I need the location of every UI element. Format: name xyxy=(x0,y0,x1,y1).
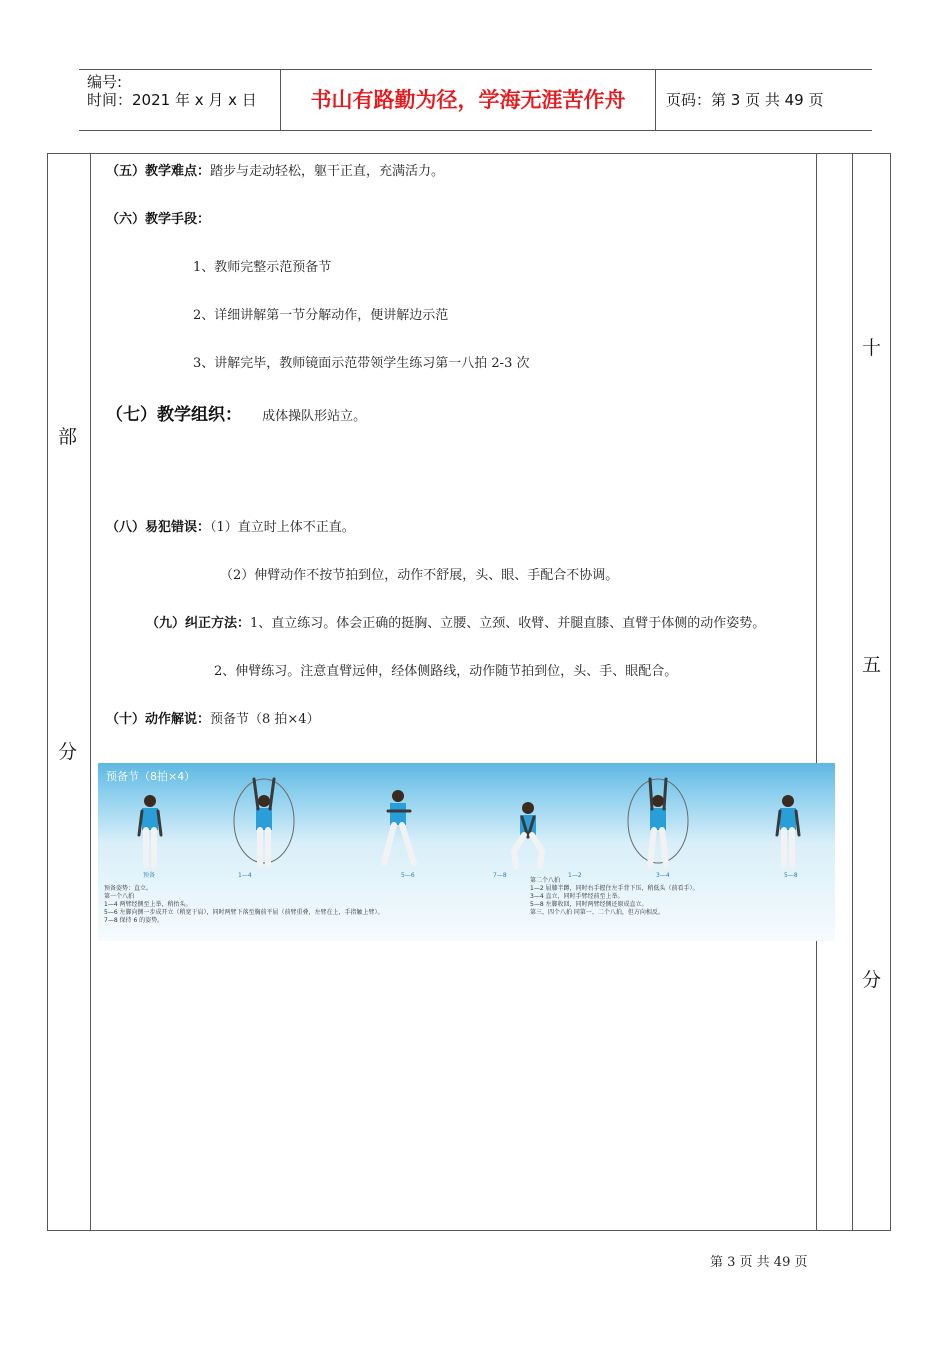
pose-arms-up-icon xyxy=(234,779,294,865)
section-text: 成体操队形站立。 xyxy=(262,409,367,424)
pose-label: 1—4 xyxy=(238,872,252,879)
column-divider xyxy=(852,154,853,1230)
motto-text: 书山有路勤为径，学海无涯苦作舟 xyxy=(310,88,626,112)
right-column-char: 五 xyxy=(862,654,882,676)
caption-line: 第一个八拍 xyxy=(104,893,135,900)
page-footer: 第 3 页 共 49 页 xyxy=(710,1255,808,1270)
list-item: 2、详细讲解第一节分解动作，便讲解边示范 xyxy=(193,308,449,323)
caption-line: 5—8 左脚收回，同时两臂经侧还原成直立。 xyxy=(530,901,648,908)
lesson-table xyxy=(47,153,891,1231)
date-label: 时间：2021 年 x 月 x 日 xyxy=(87,91,257,109)
caption-line: 1—4 两臂经侧至上举，稍抬头。 xyxy=(104,901,192,908)
section-explanation xyxy=(106,708,320,727)
right-column-char: 分 xyxy=(862,969,882,991)
pose-half-squat-icon xyxy=(514,802,542,867)
section-text: 踏步与走动轻松，躯干正直，充满活力。 xyxy=(210,164,445,179)
figure-title: 预备节（8拍×4） xyxy=(106,770,196,783)
caption-line: 3—4 直立，同时手臂经前至上举。 xyxy=(530,893,624,900)
section-text: 预备节（8 拍×4） xyxy=(210,712,320,727)
pose-standing-icon xyxy=(777,795,799,865)
caption-right xyxy=(530,877,699,917)
caption-line: 第二个八拍 xyxy=(530,877,561,884)
section-label: （六）教学手段： xyxy=(106,212,211,227)
section-common-errors xyxy=(106,516,355,535)
pose-open-stance-icon xyxy=(384,790,414,863)
pose-standing-icon xyxy=(139,795,161,865)
section-label: （五）教学难点： xyxy=(106,164,211,179)
page-header xyxy=(79,69,872,131)
caption-line: 第三、四个八拍 同第一、二个八拍，但方向相反。 xyxy=(530,909,664,916)
header-page-cell xyxy=(656,70,872,130)
caption-line: 预备姿势：直立。 xyxy=(104,885,153,892)
section-difficulty xyxy=(106,160,444,179)
pose-label: 5—8 xyxy=(784,872,798,879)
header-motto-cell xyxy=(281,70,656,130)
caption-line: 5—6 左脚向侧一步成开立（稍宽于肩），同时两臂下落至胸前平屈（前臂重叠，左臂在上，手指触上臂）。 xyxy=(104,909,384,916)
page-label: 页码：第 3 页 共 49 页 xyxy=(666,91,824,109)
number-label: 编号: xyxy=(87,73,123,91)
right-column-char: 十 xyxy=(862,337,882,359)
pose-label: 预备 xyxy=(143,872,156,879)
column-divider xyxy=(90,154,91,1230)
caption-line: 7—8 保持 6 的姿势。 xyxy=(104,917,164,924)
section-label: （九）纠正方法： xyxy=(146,616,251,631)
list-item: 1、教师完整示范预备节 xyxy=(193,260,332,275)
list-item: 3、讲解完毕，教师镜面示范带领学生练习第一八拍 2-3 次 xyxy=(193,356,530,371)
section-corrections xyxy=(146,612,765,631)
caption-left xyxy=(104,885,384,925)
pose-label: 7—8 xyxy=(493,872,507,879)
pose-arms-up-icon xyxy=(628,779,688,865)
exercise-illustration xyxy=(98,763,835,941)
section-text: 1、直立练习。体会正确的挺胸、立腰、立颈、收臂、并腿直膝、直臂于体侧的动作姿势。 xyxy=(250,616,766,631)
header-meta-cell xyxy=(79,70,281,130)
list-item: 2、伸臂练习。注意直臂远伸，经体侧路线，动作随节拍到位，头、手、眼配合。 xyxy=(214,664,678,679)
pose-label: 1—2 xyxy=(568,872,582,879)
section-label: （八）易犯错误： xyxy=(106,520,211,535)
section-label: （十）动作解说： xyxy=(106,712,211,727)
pose-label: 5—6 xyxy=(401,872,415,879)
section-organization xyxy=(106,400,366,425)
list-item: （2）伸臂动作不按节拍到位，动作不舒展，头、眼、手配合不协调。 xyxy=(220,568,619,583)
section-methods xyxy=(106,208,210,227)
left-column-char: 分 xyxy=(58,741,78,763)
section-text: （1）直立时上体不正直。 xyxy=(210,520,355,535)
column-divider xyxy=(816,154,817,1230)
left-column-char: 部 xyxy=(58,426,78,448)
caption-line: 1—2 屈膝半蹲，同时右手握住左手背下压，稍低头（前看手）。 xyxy=(530,885,699,892)
pose-label: 3—4 xyxy=(656,872,670,879)
section-label: （七）教学组织： xyxy=(106,405,242,425)
